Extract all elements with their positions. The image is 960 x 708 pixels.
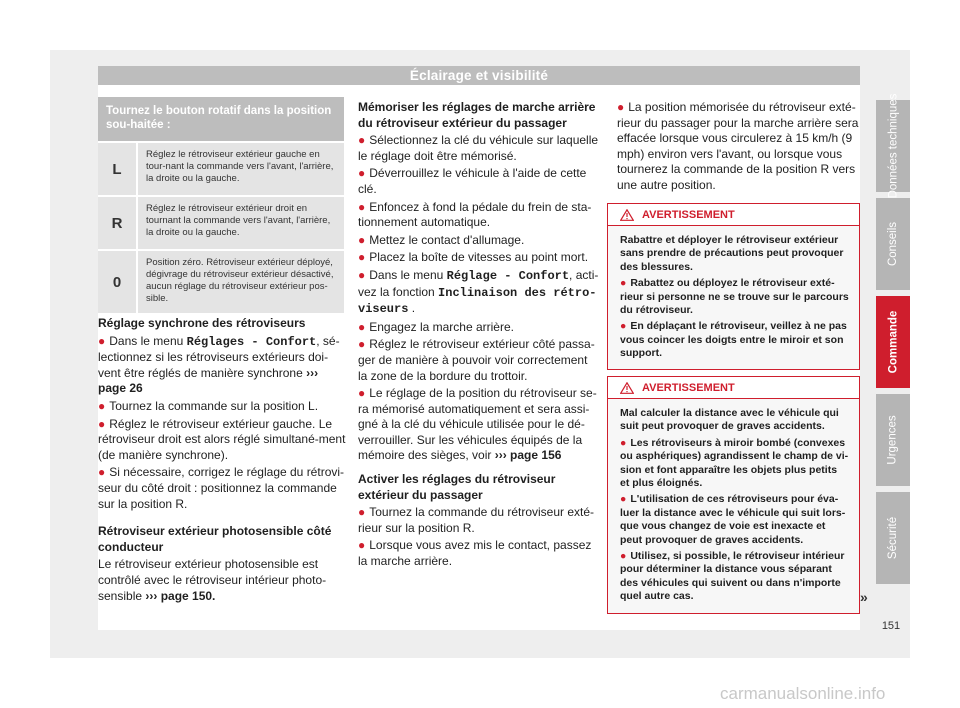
page-number: 151 <box>881 620 901 632</box>
section-heading: Réglage synchrone des rétroviseurs <box>98 316 306 330</box>
bullet-icon: ● <box>358 267 366 282</box>
warning-body <box>608 226 859 370</box>
bullet-item: ● Sélectionnez la clé du véhicule sur laquelle le réglage doit être mémorisé. <box>358 133 599 163</box>
bullet-item: ● La position mémorisée du rétroviseur exté-rieur du passager pour la marche arrière sera effacée lorsque vous circulerez à 15 km/h (9 mph) environ vers l'avant, ou lorsque vous tournerez la commande de la position R vers une autre position. <box>617 100 859 192</box>
bullet-icon: ● <box>358 133 366 148</box>
bullet-item: ● Placez la boîte de vitesses au point mort. <box>358 250 589 265</box>
table-value: Réglez le rétroviseur extérieur gauche en tour-nant la commande vers l'avant, l'arrière, la droite ou la gauche. <box>146 149 334 184</box>
bullet-item: ● Enfoncez à fond la pédale du frein de sta-tionnement automatique. <box>358 199 592 230</box>
bullet-item: ● Lorsque vous avez mis le contact, passez la marche arrière. <box>358 538 592 569</box>
tab-donnees-techniques[interactable]: Données techniques <box>876 100 910 192</box>
table-heading: Tournez le bouton rotatif dans la position sou-haitée : <box>98 97 344 141</box>
bullet-icon: ● <box>98 465 106 480</box>
warning-box <box>607 376 860 614</box>
bullet-item: ● Si nécessaire, corrigez le réglage du rétrovi-seur du côté droit : positionnez la commande sur la position R. <box>98 465 345 511</box>
bullet-icon: ● <box>358 250 366 265</box>
column-1 <box>98 316 346 606</box>
bullet-item: ● Engagez la marche arrière. <box>358 319 514 334</box>
table-key: L <box>98 143 138 195</box>
bullet-icon: ● <box>358 232 366 247</box>
paragraph: Le rétroviseur extérieur photosensible est contrôlé avec le rétroviseur intérieur photo-sensible ››› page 150. <box>98 557 327 603</box>
mirror-control-table <box>98 97 344 313</box>
page-link[interactable]: ››› page 26 <box>98 365 319 396</box>
section-heading: Mémoriser les réglages de marche arrière du rétroviseur extérieur du passager <box>358 100 596 130</box>
bullet-icon: ● <box>358 166 366 181</box>
bullet-item: ● L'utilisation de ces rétroviseurs pour éva-luer la distance avec le véhicule qui suit lors-que vous changez de voie est inexacte et peut provoquer de graves accidents. <box>620 493 846 546</box>
tab-securite[interactable]: Sécurité <box>876 492 910 584</box>
bullet-icon: ● <box>620 550 627 563</box>
bullet-icon: ● <box>617 100 625 114</box>
table-row <box>98 195 344 249</box>
page-title: Éclairage et visibilité <box>98 66 860 85</box>
bullet-icon: ● <box>98 416 106 431</box>
bullet-icon: ● <box>620 493 627 506</box>
bullet-item: ● Déverrouillez le véhicule à l'aide de cette clé. <box>358 166 587 196</box>
table-key: 0 <box>98 251 138 313</box>
bullet-icon: ● <box>358 337 366 352</box>
table-row <box>98 141 344 195</box>
tab-commande[interactable]: Commande <box>876 296 910 388</box>
warning-box <box>607 203 860 370</box>
page-link[interactable]: ››› page 156 <box>494 448 562 463</box>
warning-text: Rabattre et déployer le rétroviseur extérieur sans prendre de précautions peut provoquer des blessures. <box>620 234 844 273</box>
bullet-item: ● Dans le menu Réglages - Confort, sé-lectionnez si les rétroviseurs extérieurs doi-vent être réglés de manière synchrone ››› page 26 <box>98 333 340 396</box>
bullet-item: ● Réglez le rétroviseur extérieur gauche. Le rétroviseur droit est alors réglé simultané-ment (de manière synchrone). <box>98 416 346 462</box>
table-key: R <box>98 197 138 249</box>
table-value: Réglez le rétroviseur extérieur droit en tournant la commande vers l'avant, l'arrière, la droite ou la gauche. <box>146 203 331 238</box>
warning-header <box>608 377 859 399</box>
tab-urgences[interactable]: Urgences <box>876 394 910 486</box>
table-value: Position zéro. Rétroviseur extérieur déployé, dégivrage du rétroviseur extérieur désactivé, aucun réglage du rétroviseur extérieur pos-sible. <box>146 257 334 304</box>
bullet-item: ● Utilisez, si possible, le rétroviseur intérieur pour déterminer la distance vous séparant des véhicules qui suivent ou dans n'importe quel autre cas. <box>620 550 845 603</box>
bullet-icon: ● <box>358 538 366 553</box>
watermark-text: carmanualsonline.info <box>720 684 886 703</box>
bullet-icon: ● <box>98 333 106 348</box>
bullet-item: ● Rabattez ou déployez le rétroviseur exté-rieur si personne ne se trouve sur le parcours du rétroviseur. <box>620 277 849 317</box>
warning-text: Mal calculer la distance avec le véhicule qui suit peut provoquer de graves accidents. <box>620 407 839 433</box>
bullet-icon: ● <box>358 199 366 214</box>
bullet-item: ● Les rétroviseurs à miroir bombé (convexes ou asphériques) agrandissent le champ de vi-sion et font apparaître les objets plus petits et plus éloignés. <box>620 436 849 490</box>
warning-label: AVERTISSEMENT <box>642 381 735 394</box>
bullet-icon: ● <box>98 398 106 413</box>
table-row <box>98 249 344 313</box>
section-heading: Rétroviseur extérieur photosensible côté conducteur <box>98 524 332 554</box>
bullet-item: ● Mettez le contact d'allumage. <box>358 232 525 247</box>
bullet-icon: ● <box>620 277 627 290</box>
warning-header <box>608 204 859 226</box>
column-3 <box>617 100 860 196</box>
bullet-icon: ● <box>358 505 366 520</box>
warning-body <box>608 399 859 613</box>
page-link[interactable]: ››› page 150. <box>145 588 216 603</box>
bullet-icon: ● <box>620 320 627 333</box>
bullet-item: ● Dans le menu Réglage - Confort, acti-vez la fonction Inclinaison des rétro-viseurs . <box>358 267 599 317</box>
warning-triangle-icon <box>620 209 634 221</box>
continue-arrow: » <box>860 589 868 605</box>
bullet-item: ● En déplaçant le rétroviseur, veillez à ne pas vous coincer les doigts entre le miroir et son support. <box>620 320 847 360</box>
bullet-icon: ● <box>620 436 627 449</box>
bullet-item: ● Tournez la commande sur la position L. <box>98 398 319 413</box>
section-heading: Activer les réglages du rétroviseur extérieur du passager <box>358 472 556 502</box>
bullet-item: ● Réglez le rétroviseur extérieur côté passa-ger de manière à pouvoir voir correctement la zone de la bordure du trottoir. <box>358 337 595 383</box>
bullet-item: ● Le réglage de la position du rétroviseur se-ra mémorisé automatiquement et sera assi-gné à la clé du véhicule utilisée pour le dé-verrouiller. Sur les véhicules équipés de la mémoire des sièges, voir ››› page 156 <box>358 386 597 463</box>
bullet-icon: ● <box>358 386 366 401</box>
bullet-item: ● Tournez la commande du rétroviseur exté-rieur sur la position R. <box>358 505 595 535</box>
warning-label: AVERTISSEMENT <box>642 208 735 221</box>
column-2 <box>358 100 600 572</box>
warning-triangle-icon <box>620 382 634 394</box>
tab-conseils[interactable]: Conseils <box>876 198 910 290</box>
bullet-icon: ● <box>358 319 366 334</box>
